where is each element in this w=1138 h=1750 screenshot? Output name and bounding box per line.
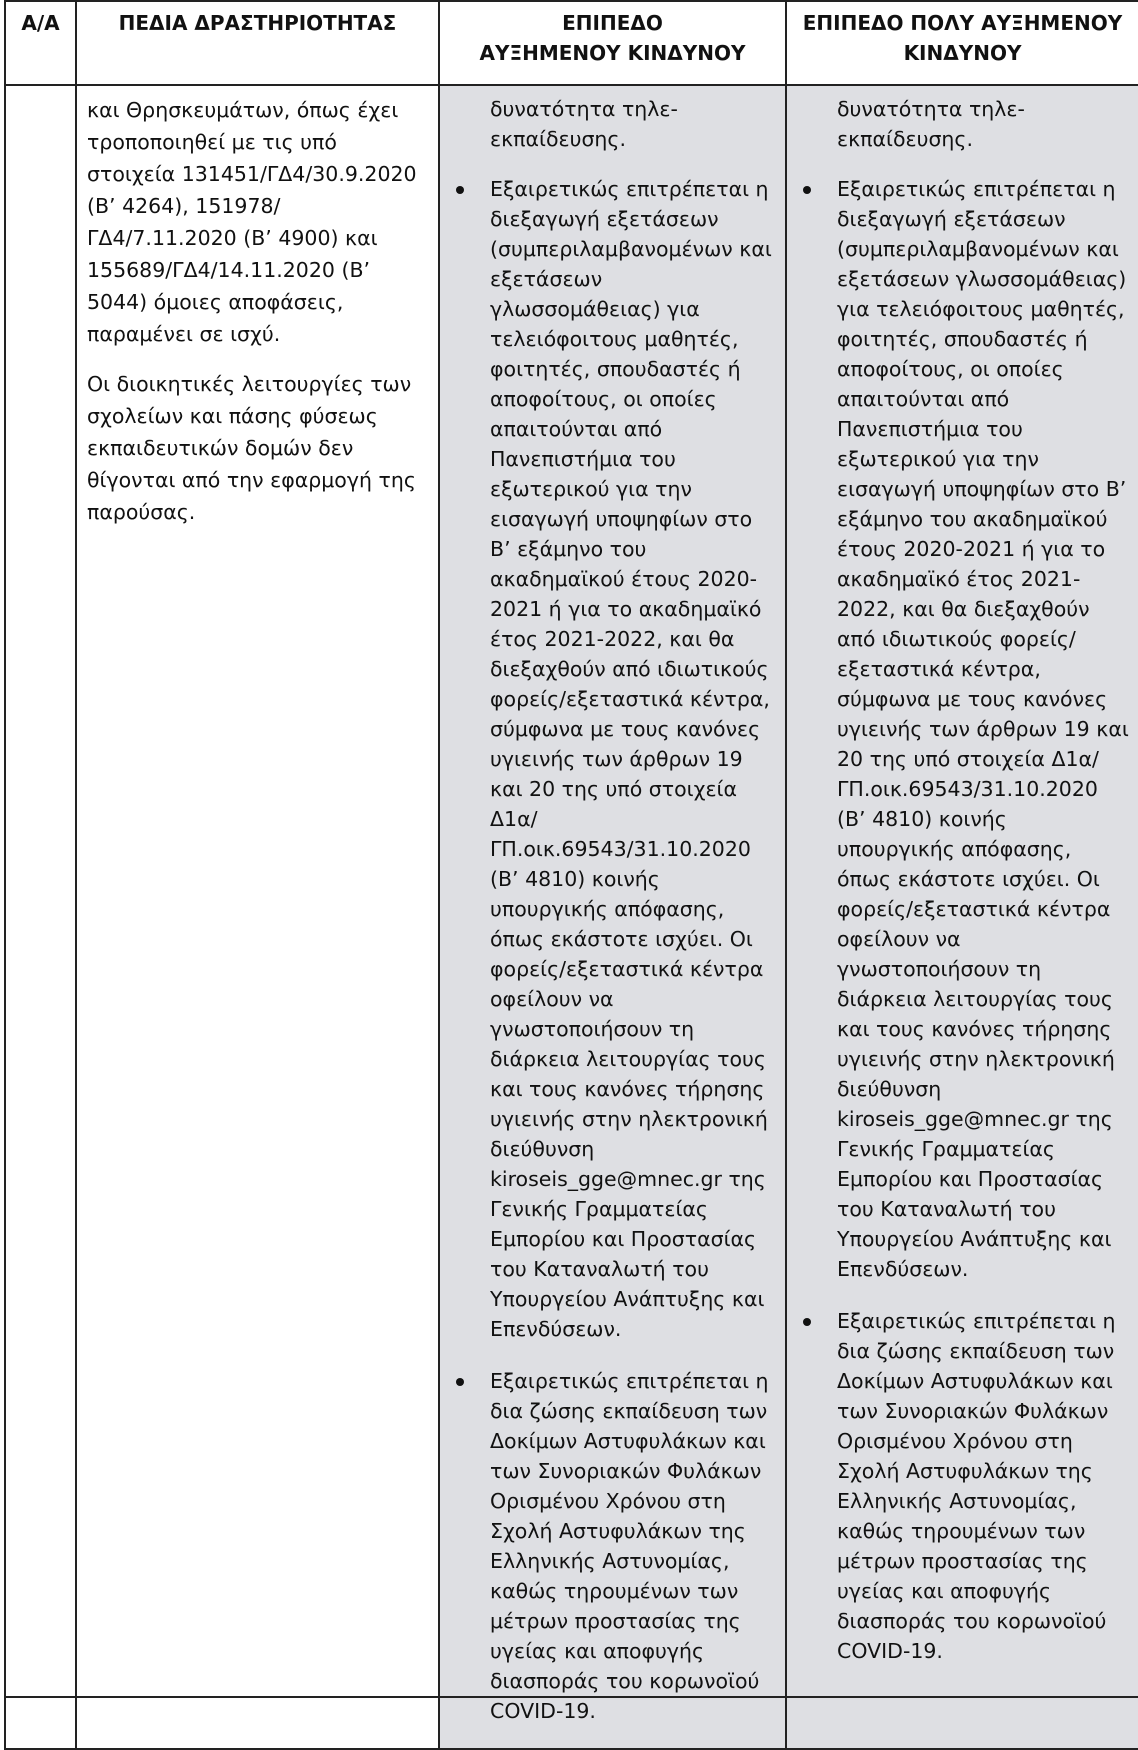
cell-elevated-risk [439, 85, 786, 1749]
list-item: Εξαιρετικώς επιτρέπεται η δια ζώσης εκπαίδευση των Δοκίμων Αστυφυλάκων και των Συνοριακών Φυλάκων Ορισμένου Χρόνου στη Σχολή Αστυφυλάκων της Ελληνικής Αστυνομίας, καθώς τηρουμένων των μέτρων προστασίας της υγείας και αποφυγής διασποράς του κορωνοϊού COVID-19. [797, 1306, 1130, 1666]
list-item: Εξαιρετικώς επιτρέπεται η δια ζώσης εκπαίδευση των Δοκίμων Αστυφυλάκων και των Συνοριακών Φυλάκων Ορισμένου Χρόνου στη Σχολή Αστυφυλάκων της Ελληνικής Αστυνομίας, καθώς τηρουμένων των μέτρων προστασίας της υγείας και αποφυγής διασποράς του κορωνοϊού COVID-19. [450, 1366, 777, 1726]
header-very-elevated-risk [786, 1, 1138, 85]
bullet-icon [456, 186, 464, 194]
fields-paragraph: Οι διοικητικές λειτουργίες των σχολείων και πάσης φύσεως εκπαιδευτικών δομών δεν θίγονται από την εφαρμογή της παρούσας. [87, 372, 416, 524]
header-very-elevated-line1: ΕΠΙΠΕΔΟ ΠΟΛΥ ΑΥΞΗΜΕΝΟΥ [802, 11, 1123, 35]
header-elevated-line1: ΕΠΙΠΕΔΟ [562, 11, 663, 35]
bullet-icon [803, 186, 811, 194]
continuation-text: δυνατότητα τηλε-εκπαίδευσης. [490, 97, 678, 151]
header-elevated-line2: ΑΥΞΗΜΕΝΟΥ ΚΙΝΔΥΝΟΥ [479, 41, 746, 65]
measures-table [4, 0, 1138, 1750]
header-row [5, 1, 1138, 85]
header-very-elevated-line2: ΚΙΝΔΥΝΟΥ [903, 41, 1022, 65]
cell-fields [76, 85, 439, 1749]
cell-very-elevated-risk [786, 85, 1138, 1749]
table-bottom-border [4, 1696, 1138, 1698]
bullet-icon [456, 1378, 464, 1386]
cell-aa [5, 85, 76, 1749]
header-aa: Α/Α [5, 1, 76, 85]
bullet-icon [803, 1318, 811, 1326]
table-row [5, 85, 1138, 1749]
continuation-text: δυνατότητα τηλε-εκπαίδευσης. [837, 97, 1025, 151]
list-item: Εξαιρετικώς επιτρέπεται η διεξαγωγή εξετάσεων (συμπεριλαμβανομένων και εξετάσεων γλωσσομάθειας) για τελειόφοιτους μαθητές, φοιτητές, σπουδαστές ή αποφοίτους, οι οποίες απαιτούνται από Πανεπιστήμια του εξωτερικού για την εισαγωγή υποψηφίων στο Β’ εξάμηνο του ακαδημαϊκού έτους 2020-2021 ή για το ακαδημαϊκό έτος 2021-2022, και θα διεξαχθούν από ιδιωτικούς φορείς/εξεταστικά κέντρα, σύμφωνα με τους κανόνες υγιεινής των άρθρων 19 και 20 της υπό στοιχεία Δ1α/ΓΠ.οικ.69543/31.10.2020 (Β’ 4810) κοινής υπουργικής απόφασης, όπως εκάστοτε ισχύει. Οι φορείς/εξεταστικά κέντρα οφείλουν να γνωστοποιήσουν τη διάρκεια λειτουργίας τους και τους κανόνες τήρησης υγιεινής στην ηλεκτρονική διεύθυνση kiroseis_gge@mnec.gr της Γενικής Γραμματείας Εμπορίου και Προστασίας του Καταναλωτή του Υπουργείου Ανάπτυξης και Επενδύσεων. [450, 174, 777, 1344]
header-elevated-risk [439, 1, 786, 85]
bullet-list [450, 174, 777, 1726]
fields-paragraph: και Θρησκευμάτων, όπως έχει τροποποιηθεί με τις υπό στοιχεία 131451/ΓΔ4/30.9.2020 (Β’ 4264), 151978/ΓΔ4/7.11.2020 (Β’ 4900) και 155689/ΓΔ4/14.11.2020 (Β’ 5044) όμοιες αποφάσεις, παραμένει σε ισχύ. [87, 98, 417, 346]
bullet-list [797, 174, 1130, 1666]
list-item: Εξαιρετικώς επιτρέπεται η διεξαγωγή εξετάσεων (συμπεριλαμβανομένων και εξετάσεων γλωσσομάθειας) για τελειόφοιτους μαθητές, φοιτητές, σπουδαστές ή αποφοίτους, οι οποίες απαιτούνται από Πανεπιστήμια του εξωτερικού για την εισαγωγή υποψηφίων στο Β’ εξάμηνο του ακαδημαϊκού έτους 2020-2021 ή για το ακαδημαϊκό έτος 2021-2022, και θα διεξαχθούν από ιδιωτικούς φορείς/εξεταστικά κέντρα, σύμφωνα με τους κανόνες υγιεινής των άρθρων 19 και 20 της υπό στοιχεία Δ1α/ΓΠ.οικ.69543/31.10.2020 (Β’ 4810) κοινής υπουργικής απόφασης, όπως εκάστοτε ισχύει. Οι φορείς/εξεταστικά κέντρα οφείλουν να γνωστοποιήσουν τη διάρκεια λειτουργίας τους και τους κανόνες τήρησης υγιεινής στην ηλεκτρονική διεύθυνση kiroseis_gge@mnec.gr της Γενικής Γραμματείας Εμπορίου και Προστασίας του Καταναλωτή του Υπουργείου Ανάπτυξης και Επενδύσεων. [797, 174, 1130, 1284]
header-fields: ΠΕΔΙΑ ΔΡΑΣΤΗΡΙΟΤΗΤΑΣ [76, 1, 439, 85]
